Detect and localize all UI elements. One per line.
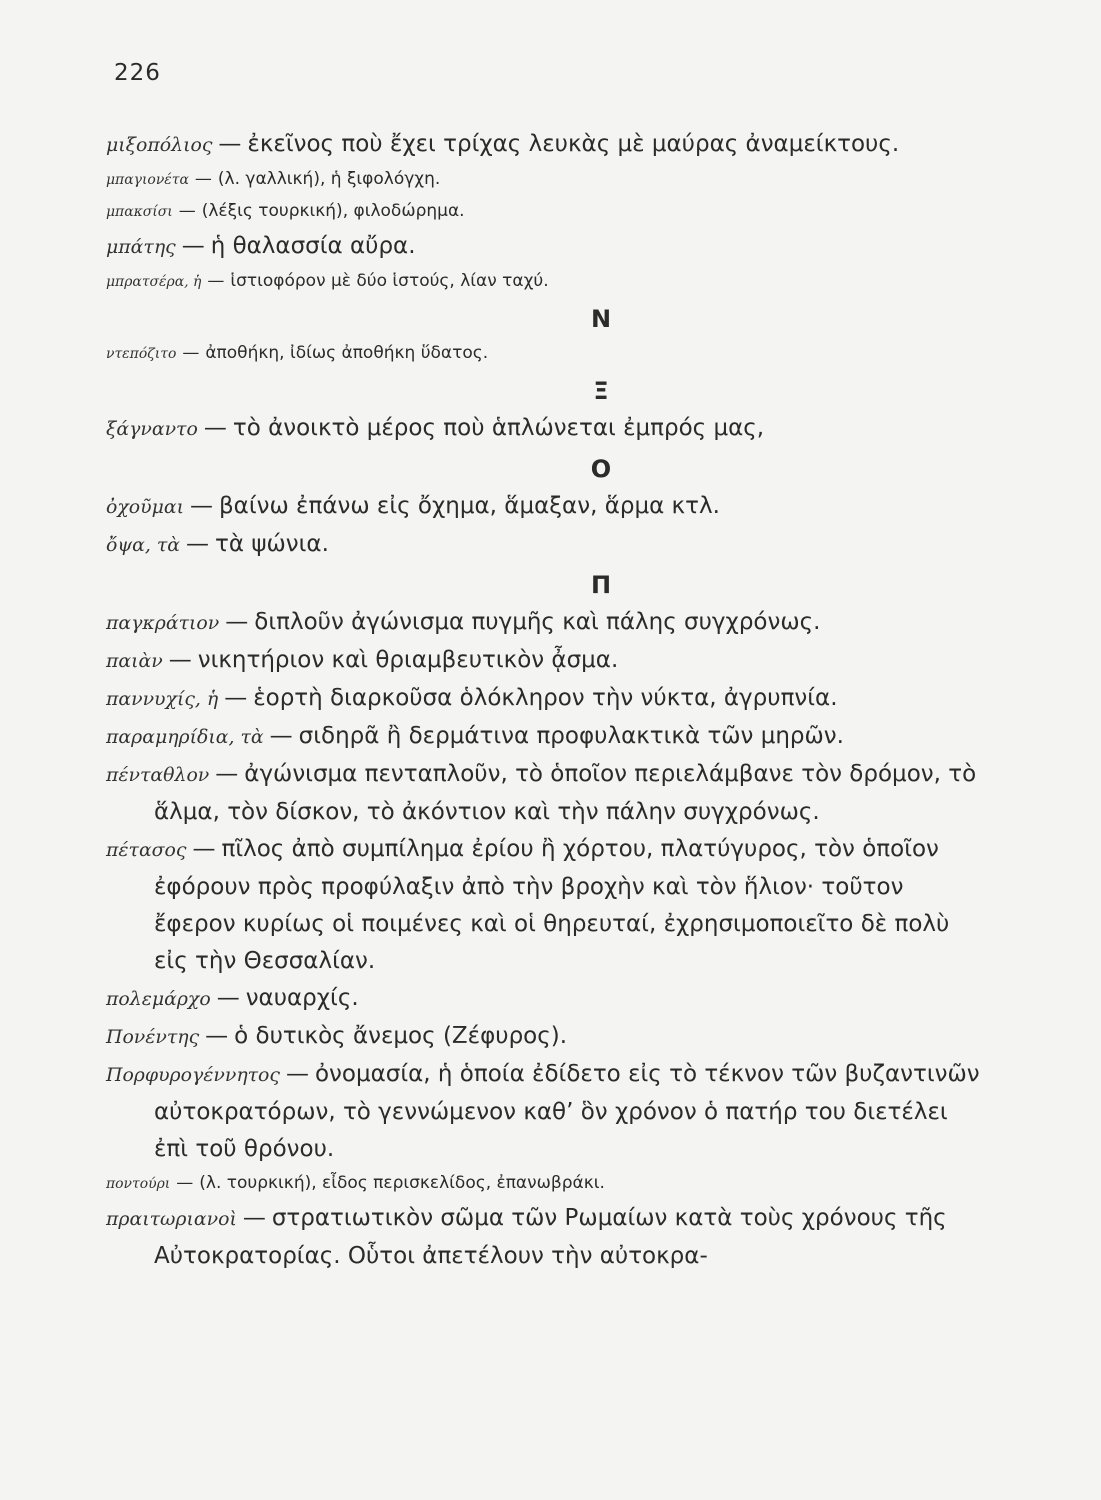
page-number: 226	[114, 60, 161, 86]
glossary-entry	[106, 1200, 986, 1275]
entry-dash: —	[207, 271, 225, 291]
entry-dash: —	[269, 723, 293, 749]
glossary-entry	[106, 718, 986, 756]
entry-term: ὀχοῦμαι	[106, 496, 184, 518]
glossary-entry	[106, 410, 986, 448]
glossary-entry	[106, 1056, 986, 1168]
entry-definition: ἀποθήκη, ἰδίως ἀποθήκη ὕδατος.	[205, 343, 489, 363]
entry-definition: ἐκεῖνος ποὺ ἔχει τρίχας λευκὰς μὲ μαύρας ἀναμείκτους.	[247, 131, 900, 157]
entry-dash: —	[216, 985, 240, 1011]
entry-dash: —	[215, 761, 239, 787]
entry-dash: —	[178, 201, 196, 221]
entry-term: Πονέντης	[106, 1026, 200, 1048]
glossary-entry	[106, 196, 986, 228]
glossary-entry	[106, 642, 986, 680]
entry-dash: —	[168, 647, 192, 673]
section-letter: Ο	[590, 455, 612, 483]
glossary-entry	[106, 831, 986, 980]
entry-dash: —	[242, 1205, 266, 1231]
entry-definition: (λέξις τουρκική), φιλοδώρημα.	[201, 201, 465, 221]
entry-definition: ἡ θαλασσία αὔρα.	[210, 233, 416, 259]
entry-definition: τὰ ψώνια.	[215, 531, 329, 557]
entry-dash: —	[285, 1061, 309, 1087]
entry-dash: —	[224, 685, 248, 711]
entry-definition: ἀγώνισμα πενταπλοῦν, τὸ ὁποῖον περιελάμβανε τὸν δρόμον, τὸ ἅλμα, τὸν δίσκον, τὸ ἀκόντιον καὶ τὴν πάλην συγχρόνως.	[154, 761, 977, 825]
entry-definition: διπλοῦν ἀγώνισμα πυγμῆς καὶ πάλης συγχρόνως.	[254, 609, 821, 635]
entry-dash: —	[218, 131, 242, 157]
entry-term: ποντούρι	[106, 1176, 171, 1192]
entry-term: μπρατσέρα, ἡ	[106, 274, 202, 290]
entry-definition: νικητήριον καὶ θριαμβευτικὸν ᾆσμα.	[197, 647, 619, 673]
entry-dash: —	[190, 493, 213, 519]
glossary	[106, 126, 986, 1275]
glossary-entry	[106, 526, 986, 564]
section-letter: Ξ	[593, 377, 609, 405]
entry-dash: —	[192, 836, 216, 862]
entry-dash: —	[181, 233, 205, 259]
glossary-entry	[106, 126, 986, 164]
entry-definition: στρατιωτικὸν σῶμα τῶν Ρωμαίων κατὰ τοὺς χρόνους τῆς Αὐτοκρατορίας. Οὗτοι ἀπετέλουν τὴν αὐτοκρα-	[154, 1205, 947, 1269]
entry-definition: τὸ ἀνοικτὸ μέρος ποὺ ἁπλώνεται ἐμπρός μας,	[232, 415, 765, 441]
entry-definition: βαίνω ἐπάνω εἰς ὄχημα, ἅμαξαν, ἅρμα κτλ.	[219, 493, 720, 519]
entry-term: πολεμάρχο	[106, 988, 211, 1010]
entry-definition: ἑορτὴ διαρκοῦσα ὁλόκληρον τὴν νύκτα, ἀγρυπνία.	[253, 685, 838, 711]
glossary-entry	[106, 680, 986, 718]
section-letter: Ν	[590, 305, 612, 333]
entry-dash: —	[176, 1173, 194, 1193]
glossary-entry	[106, 338, 986, 370]
entry-definition: ὀνομασία, ἡ ὁποία ἐδίδετο εἰς τὸ τέκνον τῶν βυζαντινῶν αὐτοκρατόρων, τὸ γεννώμενον καθ’ ὃν χρόνον ὁ πατήρ του διετέλει ἐπὶ τοῦ θρόνου.	[154, 1061, 980, 1162]
entry-dash: —	[225, 609, 249, 635]
glossary-entry	[106, 488, 986, 526]
glossary-entry	[106, 1018, 986, 1056]
glossary-entry	[106, 164, 986, 196]
entry-term: πραιτωριανοὶ	[106, 1208, 237, 1230]
glossary-entry	[106, 1168, 986, 1200]
entry-term: παιὰν	[106, 650, 163, 672]
entry-definition: πῖλος ἀπὸ συμπίλημα ἐρίου ἢ χόρτου, πλατύγυρος, τὸν ὁποῖον ἐφόρουν πρὸς προφύλαξιν ἀπὸ τὴν βροχὴν καὶ τὸν ἥλιον· τοῦτον ἔφερον κυρίως οἱ ποιμένες καὶ οἱ θηρευταί, ἐχρησιμοποιεῖτο δὲ πολὺ εἰς τὴν Θεσσαλίαν.	[154, 836, 950, 974]
entry-term: Πορφυρογέννητος	[106, 1064, 280, 1086]
entry-term: μιξοπόλιος	[106, 134, 213, 156]
entry-term: μπαγιονέτα	[106, 172, 189, 188]
entry-dash: —	[186, 531, 210, 557]
entry-definition: ναυαρχίς.	[245, 985, 359, 1011]
glossary-entry	[106, 756, 986, 831]
entry-definition: σιδηρᾶ ἢ δερμάτινα προφυλακτικὰ τῶν μηρῶν.	[298, 723, 844, 749]
entry-term: παραμηρίδια, τὰ	[106, 726, 264, 748]
entry-definition: ὁ δυτικὸς ἄνεμος (Ζέφυρος).	[234, 1023, 568, 1049]
entry-term: ξάγναντο	[106, 418, 198, 440]
entry-definition: (λ. τουρκική), εἶδος περισκελίδος, ἐπανωβράκι.	[199, 1173, 605, 1193]
entry-term: παγκράτιον	[106, 612, 220, 634]
entry-dash: —	[203, 415, 227, 441]
entry-dash: —	[182, 343, 200, 363]
glossary-entry	[106, 266, 986, 298]
entry-definition: (λ. γαλλική), ἡ ξιφολόγχη.	[217, 169, 441, 189]
entry-term: πένταθλον	[106, 764, 210, 786]
entry-definition: ἱστιοφόρον μὲ δύο ἱστούς, λίαν ταχύ.	[230, 271, 549, 291]
entry-term: πέτασος	[106, 839, 187, 861]
section-letter: Π	[590, 571, 612, 599]
entry-term: μπακσίσι	[106, 204, 173, 220]
entry-term: μπάτης	[106, 236, 176, 258]
entry-dash: —	[194, 169, 212, 189]
glossary-entry	[106, 980, 986, 1018]
entry-term: ντεπόζιτο	[106, 346, 177, 362]
entry-dash: —	[205, 1023, 229, 1049]
entry-term: ὄψα, τὰ	[106, 534, 181, 556]
glossary-entry	[106, 604, 986, 642]
entry-term: παννυχίς, ἡ	[106, 688, 219, 710]
glossary-entry	[106, 228, 986, 266]
